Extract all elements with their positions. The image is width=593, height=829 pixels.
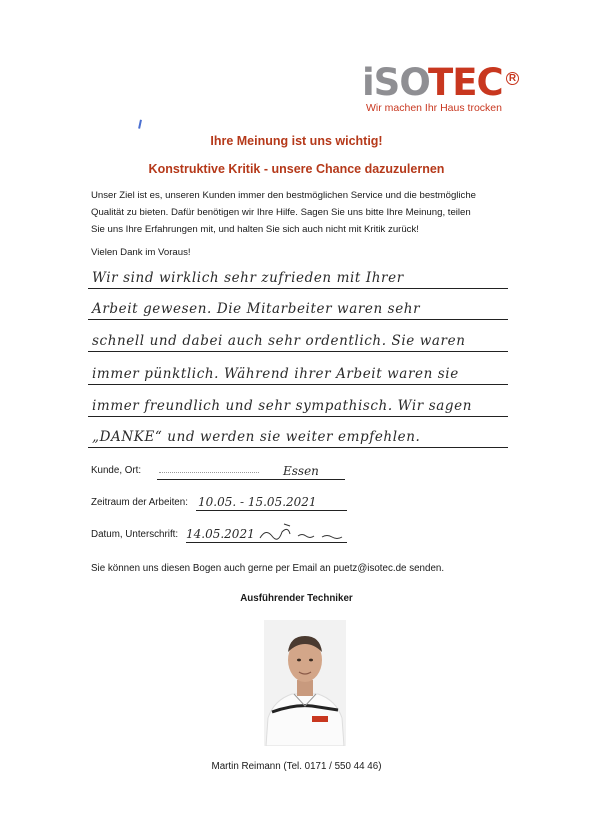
redacted-name (159, 472, 259, 473)
feedback-handwriting: schnell und dabei auch sehr ordentlich. Sie waren (92, 333, 466, 349)
registered-mark-icon: R (506, 72, 519, 85)
intro-line: Unser Ziel ist es, unseren Kunden immer den bestmöglichen Service und die bestmögliche (91, 190, 477, 201)
page-title: Ihre Meinung ist uns wichtig! (210, 134, 383, 148)
kunde-field (157, 463, 345, 480)
pen-mark (138, 120, 145, 130)
feedback-line (88, 417, 508, 448)
intro-line: Qualität zu bieten. Dafür benötigen wir Ihre Hilfe. Sagen Sie uns bitte Ihre Meinung, teilen (91, 206, 471, 218)
zeitraum-value: 10.05. - 15.05.2021 (198, 495, 317, 509)
feedback-line (88, 354, 508, 385)
intro-line: Sie uns Ihre Erfahrungen mit, und halten Sie sich auch nicht mit Kritik zurück! (91, 223, 419, 235)
feedback-handwriting: immer pünktlich. Während ihrer Arbeit waren sie (92, 366, 459, 382)
technician-photo (264, 620, 346, 746)
logo-word-part2: TEC (428, 61, 503, 104)
logo-tagline: Wir machen Ihr Haus trocken (366, 102, 502, 114)
feedback-line (88, 321, 508, 352)
logo-word-part1: iSO (362, 61, 430, 104)
zeitraum-label: Zeitraum der Arbeiten: (91, 497, 188, 508)
feedback-handwriting: Arbeit gewesen. Die Mitarbeiter waren sehr (92, 301, 421, 317)
zeitraum-field (196, 494, 347, 511)
feedback-handwriting: Wir sind wirklich sehr zufrieden mit Ihrer (92, 270, 404, 286)
page-subtitle: Konstruktive Kritik - unsere Chance dazuzulernen (148, 162, 445, 176)
datum-label: Datum, Unterschrift: (91, 529, 179, 540)
signature-scribble (258, 520, 346, 542)
technician-heading: Ausführender Techniker (240, 593, 353, 604)
feedback-line (88, 289, 508, 320)
thanks-text: Vielen Dank im Voraus! (91, 247, 191, 258)
feedback-handwriting: „DANKE“ und werden sie weiter empfehlen. (92, 429, 421, 445)
intro-paragraph (91, 188, 516, 238)
feedback-handwriting: immer freundlich und sehr sympathisch. Wir sagen (92, 398, 473, 414)
datum-field (186, 526, 347, 543)
kunde-label: Kunde, Ort: (91, 465, 142, 476)
feedback-line (88, 258, 508, 289)
datum-value: 14.05.2021 (186, 527, 255, 541)
technician-name: Martin Reimann (Tel. 0171 / 550 44 46) (211, 761, 382, 772)
feedback-line (88, 386, 508, 417)
kunde-value: Essen (283, 464, 319, 478)
isotec-logo (362, 61, 518, 116)
email-note: Sie können uns diesen Bogen auch gerne per Email an puetz@isotec.de senden. (91, 563, 445, 574)
